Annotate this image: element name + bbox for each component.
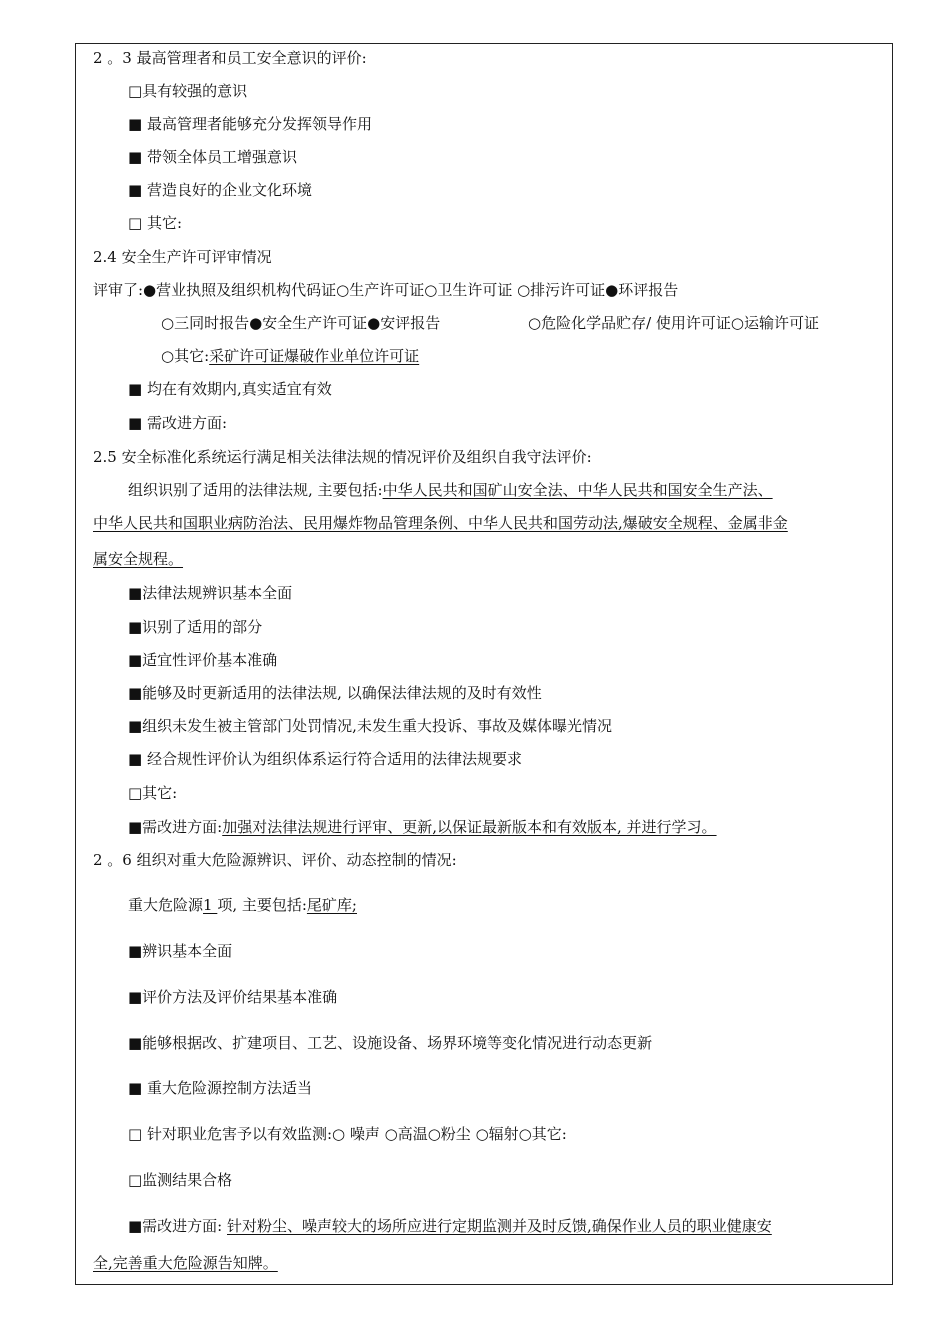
hazard-improvement-line bbox=[128, 1217, 772, 1235]
permit-line-2b: ○危险化学品贮存/ 使用许可证○运输许可证 bbox=[528, 314, 820, 332]
list-item: ■辨识基本全面 bbox=[128, 942, 233, 960]
laws-intro-line bbox=[128, 481, 773, 499]
list-item: □ 针对职业危害予以有效监测:○ 噪声 ○高温○粉尘 ○辐射○其它: bbox=[128, 1125, 567, 1143]
hazard-improvement-value-1: 针对粉尘、噪声较大的场所应进行定期监测并及时反馈,确保作业人员的职业健康安 bbox=[227, 1217, 772, 1235]
permit-line-1: 评审了:●营业执照及组织机构代码证○生产许可证○卫生许可证 ○排污许可证●环评报告 bbox=[93, 281, 679, 299]
list-item: ■评价方法及评价结果基本准确 bbox=[128, 988, 338, 1006]
laws-improvement-label: ■需改进方面: bbox=[128, 818, 223, 836]
list-item: ■能够根据改、扩建项目、工艺、设施设备、场界环境等变化情况进行动态更新 bbox=[128, 1034, 653, 1052]
hazard-list-value: 尾矿库; bbox=[306, 896, 357, 914]
permit-other-value: 采矿许可证爆破作业单位许可证 bbox=[209, 347, 420, 365]
list-item: ■ 带领全体员工增强意识 bbox=[128, 148, 297, 166]
permit-line-2a: ○三同时报告●安全生产许可证●安评报告 bbox=[161, 314, 441, 332]
laws-improvement-line bbox=[128, 818, 717, 836]
laws-list-part-2: 中华人民共和国职业病防治法、民用爆炸物品管理条例、中华人民共和国劳动法,爆破安全规程、金属非金 bbox=[93, 514, 788, 532]
section-2-5-heading: 2.5 安全标准化系统运行满足相关法律法规的情况评价及组织自我守法评价: bbox=[93, 448, 592, 466]
hazard-count-line bbox=[128, 896, 357, 914]
list-item: □监测结果合格 bbox=[128, 1171, 233, 1189]
list-item: ■法律法规辨识基本全面 bbox=[128, 584, 293, 602]
list-item: ■ 需改进方面: bbox=[128, 414, 227, 432]
hazard-improvement-label: ■需改进方面: bbox=[128, 1217, 227, 1235]
hazard-count-mid: 项, 主要包括: bbox=[217, 896, 307, 914]
laws-intro-label: 组织识别了适用的法律法规, 主要包括: bbox=[128, 481, 383, 499]
list-item: ■ 重大危险源控制方法适当 bbox=[128, 1079, 312, 1097]
permit-other-line bbox=[161, 347, 419, 365]
section-2-4-heading: 2.4 安全生产许可评审情况 bbox=[93, 248, 272, 266]
list-item: ■能够及时更新适用的法律法规, 以确保法律法规的及时有效性 bbox=[128, 684, 542, 702]
list-item: ■适宜性评价基本准确 bbox=[128, 651, 278, 669]
hazard-count-value: 1 bbox=[203, 896, 218, 914]
permit-other-label: ○其它: bbox=[161, 347, 210, 365]
list-item: ■组织未发生被主管部门处罚情况,未发生重大投诉、事故及媒体曝光情况 bbox=[128, 717, 612, 735]
laws-list-part-1: 中华人民共和国矿山安全法、中华人民共和国安全生产法、 bbox=[382, 481, 773, 499]
list-item: ■识别了适用的部分 bbox=[128, 618, 263, 636]
hazard-improvement-value-2: 全,完善重大危险源告知牌。 bbox=[93, 1254, 278, 1272]
list-item: □ 其它: bbox=[128, 214, 182, 232]
list-item: □具有较强的意识 bbox=[128, 82, 248, 100]
list-item: ■ 最高管理者能够充分发挥领导作用 bbox=[128, 115, 372, 133]
section-2-3-heading: 2 。3 最高管理者和员工安全意识的评价: bbox=[93, 49, 367, 67]
list-item: ■ 经合规性评价认为组织体系运行符合适用的法律法规要求 bbox=[128, 750, 522, 768]
section-2-6-heading: 2 。6 组织对重大危险源辨识、评价、动态控制的情况: bbox=[93, 851, 457, 869]
laws-improvement-value: 加强对法律法规进行评审、更新,以保证最新版本和有效版本, 并进行学习。 bbox=[222, 818, 717, 836]
list-item: □其它: bbox=[128, 784, 178, 802]
laws-list-part-3: 属安全规程。 bbox=[93, 550, 184, 568]
hazard-count-label: 重大危险源 bbox=[128, 896, 204, 914]
list-item: ■ 营造良好的企业文化环境 bbox=[128, 181, 312, 199]
list-item: ■ 均在有效期内,真实适宜有效 bbox=[128, 380, 332, 398]
